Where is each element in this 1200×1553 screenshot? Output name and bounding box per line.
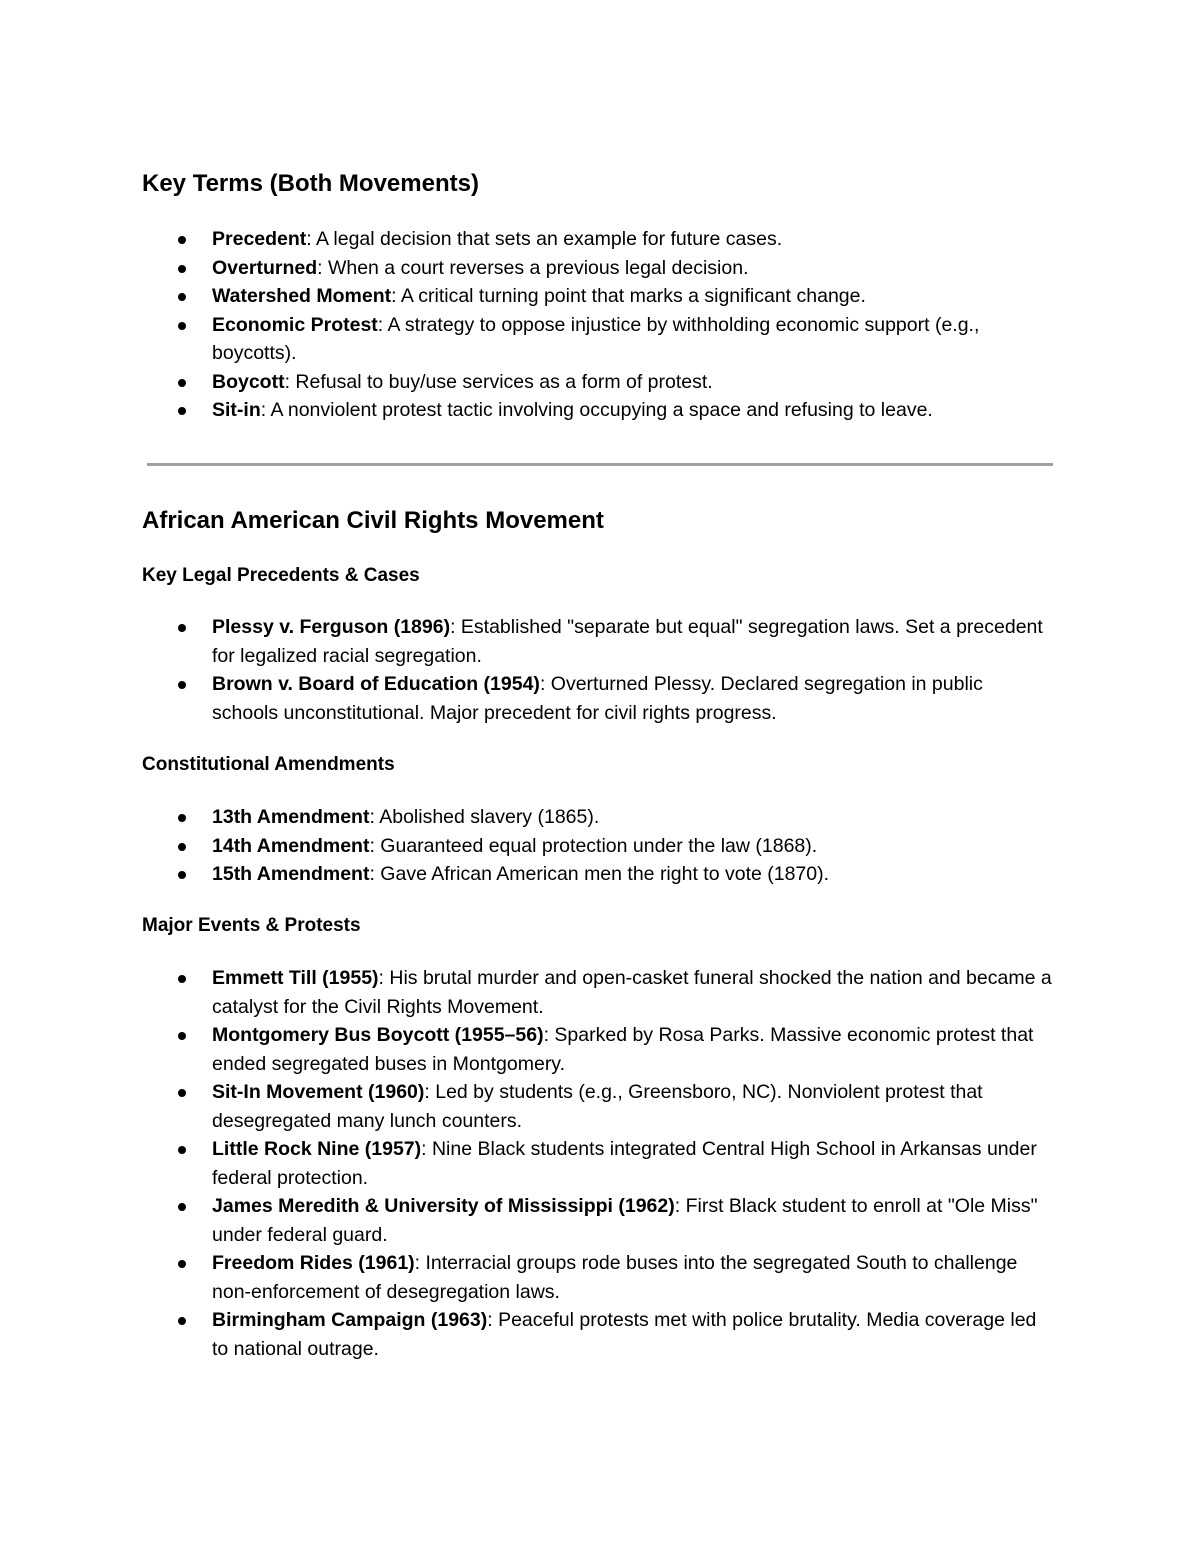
term-label: Boycott: [212, 370, 285, 393]
term-definition: : Abolished slavery (1865).: [369, 806, 600, 828]
list-item: [0, 670, 1052, 727]
list-item: [0, 1306, 1052, 1363]
term-definition: : Refusal to buy/use services as a form of protest.: [284, 370, 713, 393]
term-definition: : A strategy to oppose injustice by withholding economic support (e.g., boycotts).: [212, 313, 980, 364]
legal-precedents-list: [0, 613, 1080, 727]
term-definition: : His brutal murder and open-casket funeral shocked the nation and became a catalyst for the Civil Rights Movement.: [212, 967, 1052, 1018]
list-item: [0, 964, 1052, 1021]
list-item: [0, 311, 1052, 368]
term-label: 15th Amendment: [212, 863, 370, 885]
list-item: [0, 613, 1052, 670]
term-label: Little Rock Nine (1957): [212, 1138, 422, 1160]
amendments-list: [0, 803, 1080, 889]
bullet-icon: [178, 681, 186, 689]
term-definition: : A nonviolent protest tactic involving occupying a space and refusing to leave.: [260, 399, 933, 421]
term-definition: : Established "separate but equal" segregation laws. Set a precedent for legalized racial segregation.: [212, 616, 1043, 667]
term-definition: : When a court reverses a previous legal decision.: [317, 256, 749, 279]
term-definition: : Sparked by Rosa Parks. Massive economic protest that ended segregated buses in Montgomery.: [212, 1024, 1034, 1075]
bullet-icon: [178, 379, 186, 387]
term-label: Sit-In Movement (1960): [212, 1081, 425, 1103]
term-label: Montgomery Bus Boycott (1955–56): [212, 1024, 544, 1046]
term-definition: : Gave African American men the right to vote (1870).: [369, 863, 830, 885]
horizontal-divider: [147, 463, 1053, 466]
list-item: [0, 282, 1052, 311]
term-definition: : Guaranteed equal protection under the law (1868).: [369, 834, 818, 857]
term-definition: : Led by students (e.g., Greensboro, NC). Nonviolent protest that desegregated many lunch counters.: [212, 1081, 983, 1132]
list-item: [0, 1192, 1052, 1249]
bullet-icon: [178, 236, 186, 244]
list-item: [0, 396, 1052, 425]
term-label: 13th Amendment: [212, 806, 370, 828]
list-item: [0, 1135, 1052, 1192]
list-item: [0, 1021, 1052, 1078]
term-definition: : Peaceful protests met with police brutality. Media coverage led to national outrage.: [212, 1309, 1037, 1360]
list-item: [0, 1078, 1052, 1135]
list-item: [0, 368, 1052, 397]
key-terms-list: [0, 225, 1080, 425]
term-definition: : First Black student to enroll at "Ole Miss" under federal guard.: [212, 1195, 1038, 1246]
term-label: Emmett Till (1955): [212, 967, 379, 989]
list-item: [0, 803, 1052, 832]
amendments-heading: Constitutional Amendments: [142, 754, 395, 775]
bullet-icon: [178, 1089, 186, 1097]
bullet-icon: [178, 624, 186, 632]
list-item: [0, 860, 1052, 889]
civil-rights-heading: African American Civil Rights Movement: [142, 507, 604, 534]
term-label: James Meredith & University of Mississippi (1962): [212, 1195, 675, 1217]
term-label: Birmingham Campaign (1963): [212, 1309, 488, 1331]
term-label: Freedom Rides (1961): [212, 1252, 415, 1274]
bullet-icon: [178, 975, 186, 983]
term-label: Overturned: [212, 256, 318, 279]
bullet-icon: [178, 1203, 186, 1211]
term-label: 14th Amendment: [212, 834, 370, 857]
term-definition: : Nine Black students integrated Central High School in Arkansas under federal protection.: [212, 1138, 1037, 1189]
term-label: Precedent: [212, 228, 307, 250]
events-list: [0, 964, 1080, 1363]
list-item: [0, 832, 1052, 861]
term-label: Sit-in: [212, 399, 261, 421]
term-definition: : A critical turning point that marks a significant change.: [391, 285, 866, 307]
term-label: Plessy v. Ferguson (1896): [212, 616, 451, 638]
bullet-icon: [178, 293, 186, 301]
bullet-icon: [178, 814, 186, 822]
bullet-icon: [178, 843, 186, 851]
events-heading: Major Events & Protests: [142, 915, 361, 936]
legal-precedents-heading: Key Legal Precedents & Cases: [142, 565, 420, 586]
term-label: Brown v. Board of Education (1954): [212, 673, 540, 695]
key-terms-heading: Key Terms (Both Movements): [142, 170, 479, 197]
bullet-icon: [178, 1260, 186, 1268]
bullet-icon: [178, 322, 186, 330]
bullet-icon: [178, 265, 186, 273]
list-item: [0, 254, 1052, 283]
term-label: Economic Protest: [212, 313, 378, 336]
bullet-icon: [178, 1032, 186, 1040]
bullet-icon: [178, 407, 186, 415]
term-definition: : A legal decision that sets an example for future cases.: [306, 228, 783, 250]
bullet-icon: [178, 871, 186, 879]
term-definition: : Interracial groups rode buses into the segregated South to challenge non-enforcement of desegregation laws.: [212, 1252, 1018, 1303]
bullet-icon: [178, 1317, 186, 1325]
term-label: Watershed Moment: [212, 285, 392, 307]
term-definition: : Overturned Plessy. Declared segregation in public schools unconstitutional. Major precedent for civil rights progress.: [212, 673, 983, 724]
list-item: [0, 1249, 1052, 1306]
bullet-icon: [178, 1146, 186, 1154]
list-item: [0, 225, 1052, 254]
